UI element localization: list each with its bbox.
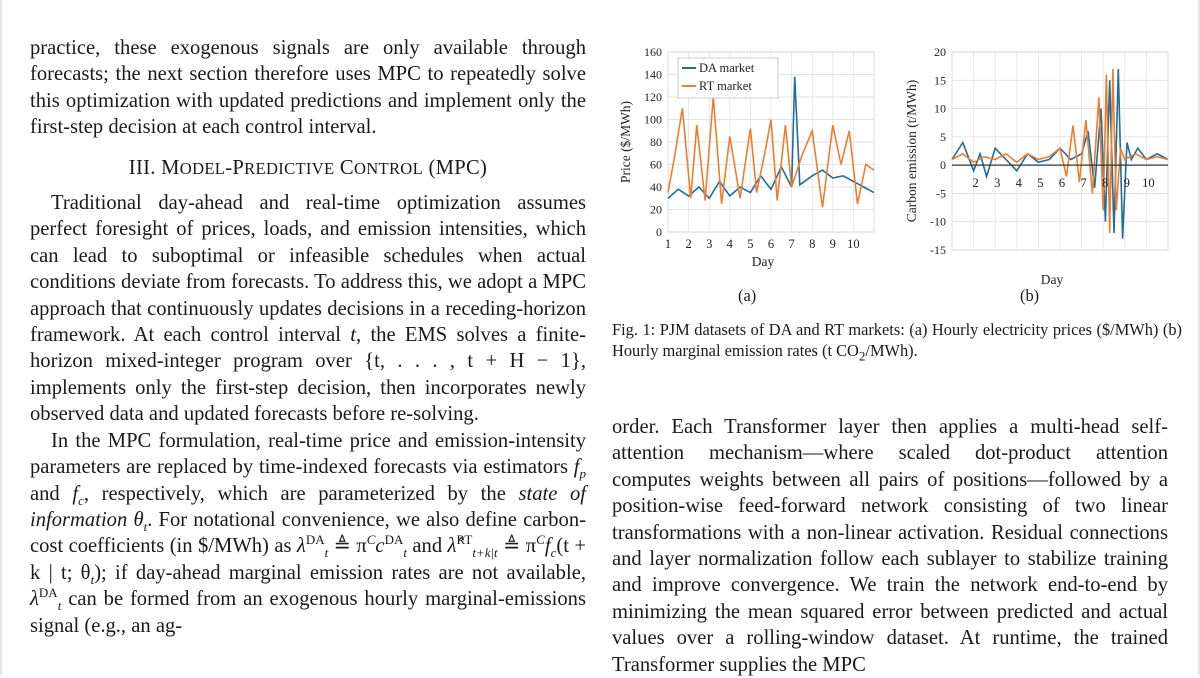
section-heading: III. MODEL-PREDICTIVE CONTROL (MPC): [128, 156, 488, 179]
y-tick-label: 0: [940, 158, 946, 173]
legend-label-2: RT market: [699, 79, 752, 93]
x-tick-label: 7: [1080, 176, 1087, 191]
x-tick-label: 6: [1058, 176, 1066, 191]
x-tick-label: 2: [685, 237, 692, 251]
x-tick-label: 10: [847, 237, 860, 251]
x-tick-label: 5: [1037, 176, 1044, 191]
x-tick-label: 9: [829, 237, 836, 251]
subfigure-label-b: (b): [1020, 286, 1040, 305]
y-tick-label: 140: [644, 67, 662, 82]
x-tick-label: 7: [788, 237, 795, 251]
y-tick-label: 120: [644, 90, 662, 104]
y-axis-label: Carbon emission (t/MWh): [904, 79, 919, 223]
y-tick-label: 10: [934, 101, 946, 116]
x-tick-label: 9: [1123, 176, 1130, 191]
paragraph-mpc-formulation: In the MPC formulation, real-time price and emission-intensity parameters are replaced by time-indexed forecasts via estimators $f_p$ and $f_c$, respectively, which are parameterized by the state of information $\theta_t$. For notational convenience, we also define carbon-cost coefficients (in $/MWh) as $\lambda^{DA}_t$ ≜ $\pi^Cc^{DA}_t$ and λ̂$^{RT}_{t+k|t}$ ≜ $\pi^Cf_c(t + k$ | t; $\theta_t$); if day-ahead marginal emission rates are not available, $\lambda^{DA}_t$ can be formed from an exogenous hourly marginal-emissions signal (e.g., an ag-: [30, 429, 586, 637]
page-left-edge: [0, 0, 2, 675]
y-tick-label: 20: [650, 202, 662, 217]
x-tick-label: 3: [706, 237, 713, 251]
y-tick-label: -15: [930, 243, 946, 257]
y-tick-label: 20: [934, 45, 946, 59]
y-tick-label: 0: [656, 225, 662, 239]
price-chart: [612, 38, 897, 278]
legend-label-1: DA market: [699, 61, 755, 75]
x-axis-label: Day: [1040, 272, 1064, 287]
figure-caption: Fig. 1: PJM datasets of DA and RT markets: (a) Hourly electricity prices ($/MWh) (b) Hourly marginal emission rates (t $CO_2/MWh$).: [612, 320, 1182, 364]
paragraph-mpc-intro: Traditional day-ahead and real-time optimization assumes perfect foresight of prices, loads, and emission intensities, which can lead to suboptimal or infeasible schedules when actual conditions deviate from forecasts. To address this, we adopt a MPC approach that continuously updates decisions in a receding-horizon framework. At each control interval t, the EMS solves a finite-horizon mixed-integer program over {t, . . . , t + H − 1}, implements only the first-step decision, then incorporates newly observed data and updated forecasts before re-solving.: [30, 192, 586, 426]
emission-chart: [900, 38, 1180, 287]
left-column: [30, 35, 586, 639]
y-tick-label: 80: [650, 135, 662, 149]
y-tick-label: -5: [936, 186, 946, 201]
x-tick-label: 4: [726, 237, 733, 251]
y-tick-label: 100: [644, 112, 662, 127]
y-tick-label: 40: [650, 180, 662, 194]
x-axis-label: Day: [751, 254, 775, 269]
y-tick-label: 60: [650, 157, 662, 172]
x-tick-label: 8: [809, 237, 816, 251]
y-tick-label: 160: [644, 45, 662, 59]
x-tick-label: 8: [1102, 176, 1109, 191]
x-tick-label: 4: [1015, 176, 1022, 191]
paragraph-intro: practice, these exogenous signals are only available through forecasts; the next section therefore uses MPC to repeatedly solve this optimization with updated predictions and implement only the first-step decision at each control interval.: [30, 37, 586, 139]
x-tick-label: 3: [994, 176, 1001, 191]
x-tick-label: 1: [664, 237, 672, 251]
y-axis-label: Price ($/MWh): [618, 100, 633, 184]
paragraph-transformer: order. Each Transformer layer then applies a multi-head self-attention mechanism—where scaled dot-product attention computes weights between all pairs of positions—followed by a position-wise feed-forward network consisting of two linear transformations with a non-linear activation. Residual connections and layer normalization follow each sublayer to stabilize training and improve convergence. We train the network end-to-end by minimizing the mean squared error between predicted and actual values over a rolling-window dataset. At runtime, the trained Transformer supplies the MPC: [612, 416, 1168, 676]
right-column: [612, 414, 1168, 678]
x-tick-label: 2: [972, 176, 979, 191]
x-tick-label: 10: [1142, 176, 1155, 191]
y-tick-label: -10: [930, 214, 946, 229]
subfigure-label-a: (a): [738, 286, 757, 305]
y-tick-label: 15: [934, 73, 946, 88]
y-tick-label: 5: [940, 129, 946, 144]
x-tick-label: 5: [747, 237, 754, 251]
x-tick-label: 6: [767, 237, 775, 251]
